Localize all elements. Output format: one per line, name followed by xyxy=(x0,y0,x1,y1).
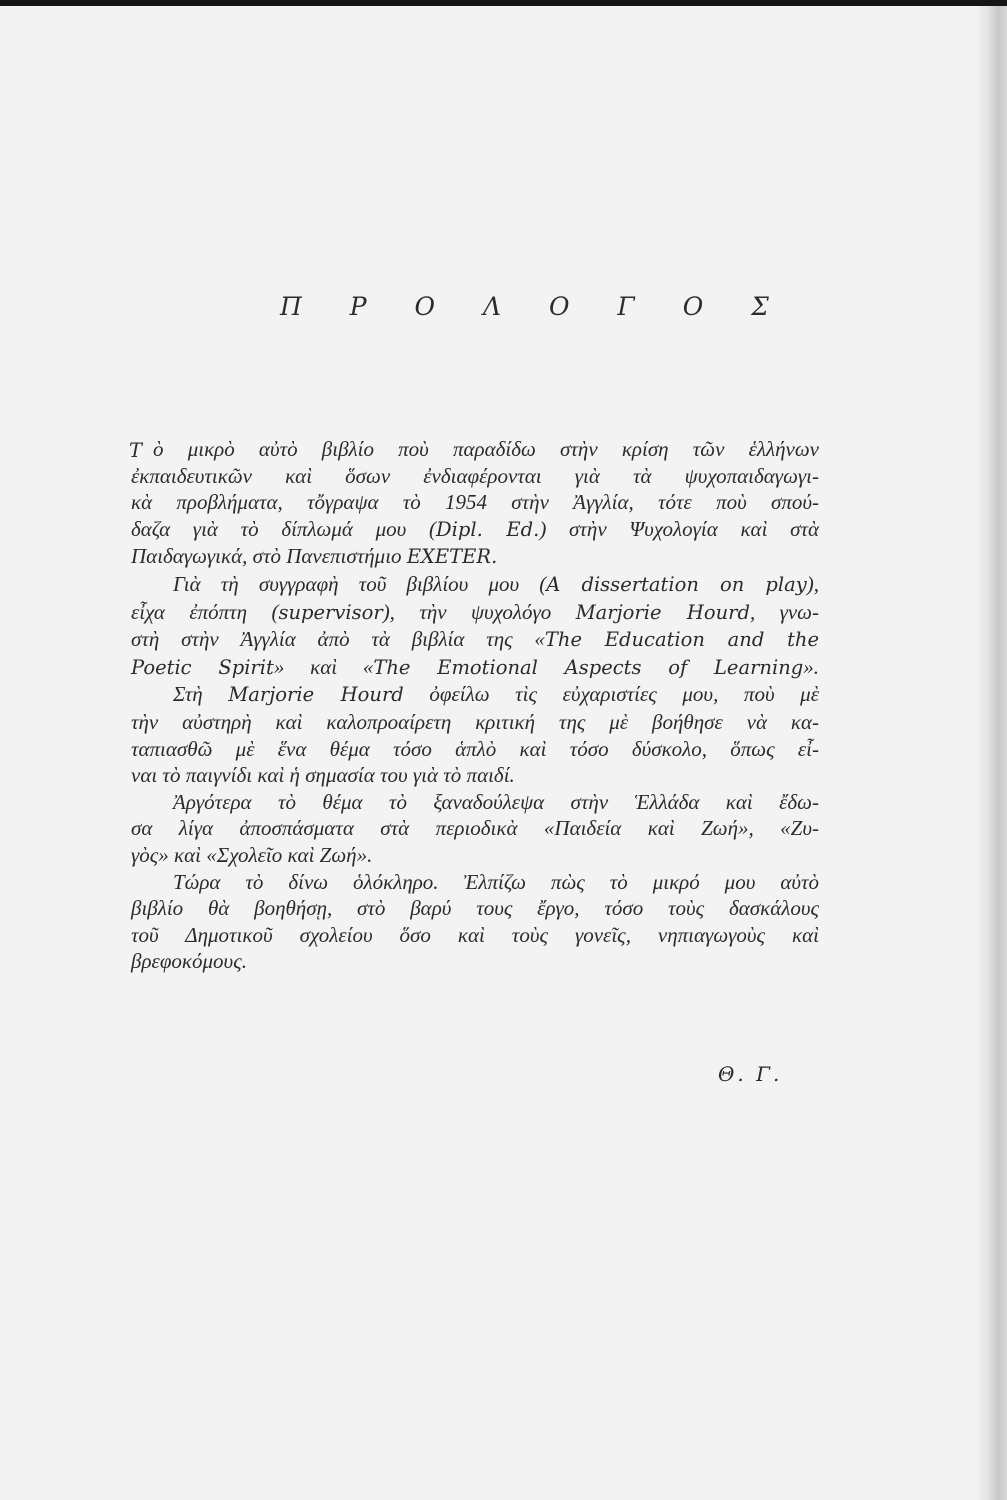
preface-line xyxy=(131,436,819,463)
latin-text: A dissertation on play xyxy=(546,572,807,596)
preface-line: γὸς» καὶ «Σχολεῖο καὶ Ζωή». xyxy=(131,842,373,867)
preface-line: τὴν αὐστηρὴ καὶ καλοπροαίρετη κριτική της μὲ βοήθησε νὰ κα- xyxy=(131,709,819,734)
preface-line: δαζα γιὰ τὸ δίπλωμά μου (Dipl. Ed.) στὴν Ψυχολογία καὶ στὰ xyxy=(131,516,819,541)
preface-line: Ἀργότερα τὸ θέμα τὸ ξαναδούλεψα στὴν Ἑλλάδα καὶ ἔδω- xyxy=(173,789,819,814)
preface-line: τοῦ Δημοτικοῦ σχολείου ὅσο καὶ τοὺς γονεῖς, νηπιαγωγοὺς καὶ xyxy=(131,922,819,947)
latin-text: Poetic Spirit xyxy=(131,655,274,679)
preface-line: βρεφοκόμους. xyxy=(131,949,247,974)
author-initials: Θ. Γ. xyxy=(718,1062,783,1086)
latin-text: Marjorie Hourd xyxy=(228,683,404,707)
preface-line: εἶχα ἐπόπτη (supervisor), τὴν ψυχολόγο Marjorie Hourd, γνω- xyxy=(131,599,819,624)
preface-line: Τώρα τὸ δίνω ὁλόκληρο. Ἐλπίζω πὼς τὸ μικρό μου αὐτὸ xyxy=(173,869,819,894)
preface-line: Στὴ Marjorie Hourd ὀφείλω τὶς εὐχαριστίες μου, ποὺ μὲ xyxy=(173,682,820,707)
latin-text: T xyxy=(129,439,143,462)
preface-line: Poetic Spirit» καὶ «The Emotional Aspects of Learning». xyxy=(131,654,819,679)
page-right-edge xyxy=(978,6,985,1500)
page-title: Π Ρ Ο Λ Ο Γ Ο Σ xyxy=(280,292,789,321)
latin-text: supervisor xyxy=(278,600,383,624)
preface-line: Παιδαγωγικά, στὸ Πανεπιστήμιο EXETER. xyxy=(131,544,498,569)
latin-text: The Emotional Aspects of Learning xyxy=(373,655,804,679)
preface-line: κὰ προβλήματα, τὄγραψα τὸ 1954 στὴν Ἀγγλία, τότε ποὺ σπού- xyxy=(131,490,819,515)
preface-line: ναι τὸ παιγνίδι καὶ ἡ σημασία του γιὰ τὸ παιδί. xyxy=(131,763,515,788)
preface-line: βιβλίο θὰ βοηθήσῃ, στὸ βαρύ τους ἔργο, τόσο τοὺς δασκάλους xyxy=(131,896,819,921)
latin-text: EXETER. xyxy=(406,545,498,569)
preface-line: ἐκπαιδευτικῶν καὶ ὅσων ἐνδιαφέρονται γιὰ τὰ ψυχοπαιδαγωγι- xyxy=(131,463,819,488)
latin-text: Dipl. Ed. xyxy=(436,517,540,541)
right-scan-shadow xyxy=(985,6,1007,1500)
preface-line: στὴ στὴν Ἀγγλία ἀπὸ τὰ βιβλία της «The Education and the xyxy=(131,627,819,652)
latin-text: The Education and the xyxy=(544,628,819,652)
preface-line: σα λίγα ἀποσπάσματα στὰ περιοδικὰ «Παιδεία καὶ Ζωή», «Ζυ- xyxy=(131,816,819,841)
preface-body xyxy=(131,436,819,975)
preface-line: ταπιασθῶ μὲ ἕνα θέμα τόσο ἁπλὸ καὶ τόσο δύσκολο, ὅπως εἶ- xyxy=(131,736,819,761)
line-text: ὸ μικρὸ αὐτὸ βιβλίο ποὺ παραδίδω στὴν κρίση τῶν ἑλλήνων xyxy=(153,437,819,461)
drop-cap xyxy=(129,429,142,468)
preface-line: Γιὰ τὴ συγγραφὴ τοῦ βιβλίου μου (A dissertation on play), xyxy=(173,571,819,596)
latin-text: Marjorie Hourd xyxy=(575,600,750,624)
